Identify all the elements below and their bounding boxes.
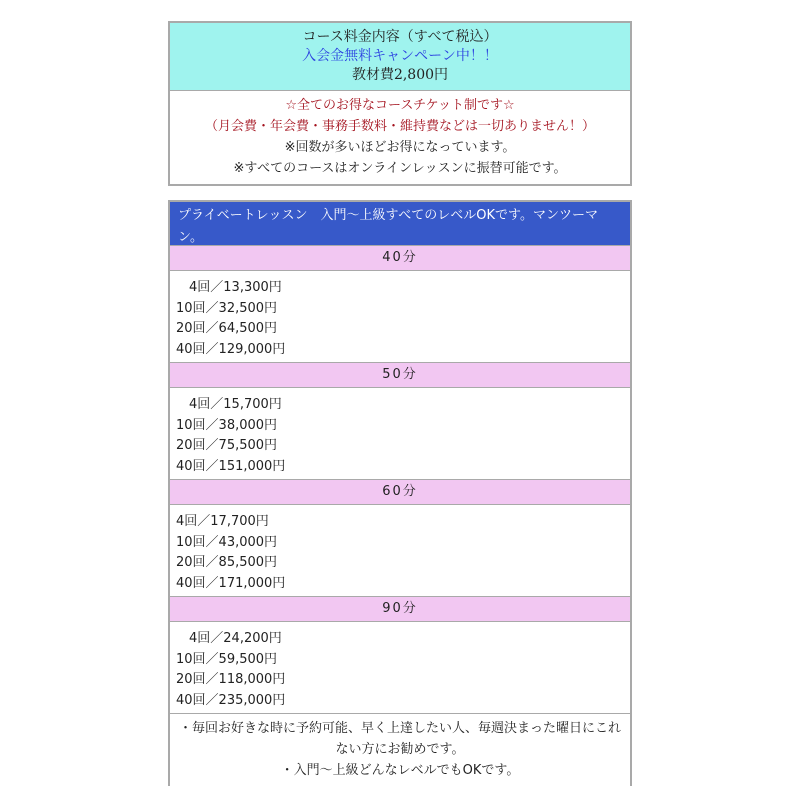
level-note: ・入門〜上級どんなレベルでもOKです。 [280,763,520,778]
booking-note: ・毎回お好きな時に予約可能、早く上達したい人、毎週決まった曜日にこれない方にお勧めです。 [178,721,621,757]
price-item: 40回／171,000円 [176,575,286,591]
duration-row-60: 60分 [170,480,630,505]
price-list-40 [170,271,630,363]
price-list-90 [170,622,630,714]
price-item: 10回／43,000円 [176,534,278,550]
price-item: 4回／15,700円 [176,397,282,412]
fee-summary-table [168,21,632,186]
private-lesson-header: プライベートレッスン 入門〜上級すべてのレベルOKです。マンツーマン。 [170,202,630,246]
price-item: 40回／235,000円 [176,692,286,708]
price-item: 20回／64,500円 [176,321,278,336]
duration-row-50: 50分 [170,363,630,388]
campaign-text: 入会金無料キャンペーン中！！ [302,48,498,64]
price-item: 4回／24,200円 [176,631,282,646]
fee-summary-title: コース料金内容（すべて税込） [302,29,498,45]
price-item: 4回／17,700円 [176,514,269,529]
ticket-system-note: ☆全てのお得なコースチケット制です☆ [285,98,515,113]
price-item: 10回／32,500円 [176,300,278,316]
price-list-50 [170,388,630,480]
private-lesson-table [168,200,632,786]
fee-summary-body [170,91,630,184]
price-list-60 [170,505,630,597]
material-fee-text: 教材費2,800円 [351,67,449,83]
price-item: 40回／151,000円 [176,458,286,474]
fee-summary-header [170,23,630,91]
no-extra-fees-note: （月会費・年会費・事務手数料・維持費などは一切ありません！） [204,119,595,134]
price-item: 10回／38,000円 [176,417,278,433]
more-sessions-note: ※回数が多いほどお得になっています。 [284,140,516,155]
duration-row-40: 40分 [170,246,630,271]
price-item: 20回／118,000円 [176,672,286,687]
course-notes [170,714,630,785]
price-item: 20回／75,500円 [176,438,278,453]
price-item: 10回／59,500円 [176,651,278,667]
price-item: 20回／85,500円 [176,555,278,570]
price-item: 40回／129,000円 [176,341,286,357]
price-item: 4回／13,300円 [176,280,282,295]
online-transfer-note: ※すべてのコースはオンラインレッスンに振替可能です。 [233,161,567,176]
duration-row-90: 90分 [170,597,630,622]
